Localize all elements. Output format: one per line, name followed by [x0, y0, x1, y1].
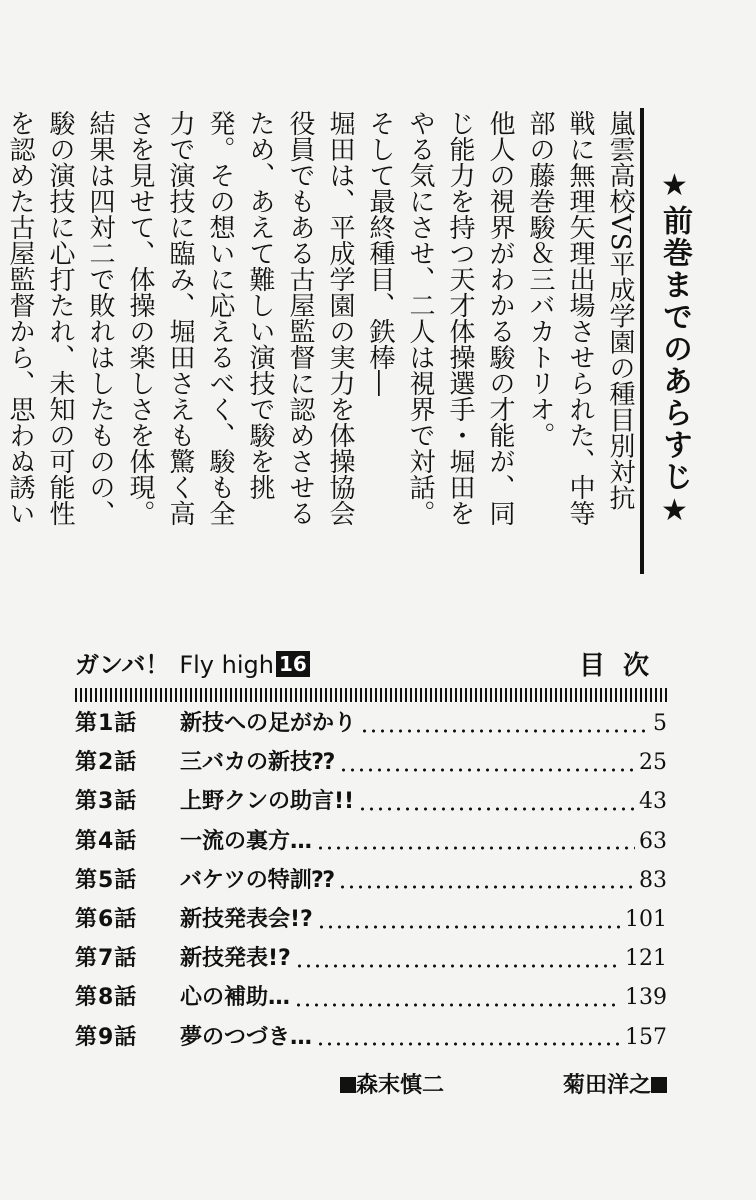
chapter-page: 121 [625, 946, 667, 972]
toc-row[interactable] [75, 706, 667, 745]
chapter-number: 第9話 [75, 1024, 138, 1050]
chapter-page: 5 [653, 711, 667, 736]
series-title-jp: ガンバ！ [75, 651, 170, 679]
chapter-number: 第7話 [75, 946, 138, 972]
toc-heading: 目次 [578, 651, 667, 681]
chapter-page: 25 [639, 750, 667, 776]
toc-row[interactable] [75, 980, 667, 1019]
dot-leader [295, 962, 621, 970]
chapter-page: 43 [639, 789, 667, 815]
dot-leader [338, 883, 635, 891]
synopsis-paragraph: 他人の視界がわかる駿の才能が、同じ能力を持つ天才体操選手・堀田をやる気にさせ、二人は視界で対話。 [405, 110, 515, 526]
chapter-title: 三バカの新技⁇ [180, 750, 335, 776]
chapter-page: 101 [625, 906, 667, 932]
synopsis-paragraph: 結果は四対二で敗れはしたものの、駿の演技に心打たれ、未知の可能性を認めた古屋監督から、思わぬ誘い [5, 110, 115, 526]
dot-leader [316, 844, 635, 852]
chapter-title: 夢のつづき… [180, 1024, 313, 1050]
chapter-number: 第4話 [75, 828, 138, 854]
series-title-en: Fly high [179, 651, 274, 679]
dot-leader [294, 1001, 621, 1009]
toc-row[interactable] [75, 824, 667, 863]
synopsis-title: ★前巻までのあらすじ★ [657, 168, 692, 530]
chapter-number: 第8話 [75, 985, 138, 1011]
chapter-title: 心の補助… [180, 985, 291, 1011]
chapter-number: 第6話 [75, 906, 138, 932]
toc-list [75, 706, 667, 1059]
volume-badge: 16 [276, 651, 310, 677]
chapter-page: 63 [639, 828, 667, 854]
toc-row[interactable] [75, 1020, 667, 1059]
synopsis-title-box [640, 108, 722, 574]
chapter-number: 第3話 [75, 789, 138, 815]
dot-leader [360, 727, 649, 735]
synopsis-paragraph: 堀田は、平成学園の実力を体操協会役員でもある古屋監督に認めさせるため、あえて難しい演技で駿を挑発。その想いに応えるべく、駿も全力で演技に臨み、堀田さえも驚く高さを見せて、体操の楽しさを体現。 [125, 110, 355, 526]
dot-leader [339, 766, 635, 774]
series-title [75, 645, 310, 680]
chapter-number: 第1話 [75, 711, 138, 736]
credit-author-1 [340, 1068, 444, 1099]
toc-header [75, 645, 667, 681]
chapter-title: 新技発表!? [180, 946, 291, 972]
author-1-name: 森末慎二 [356, 1073, 445, 1098]
toc-row[interactable] [75, 863, 667, 902]
toc-row[interactable] [75, 941, 667, 980]
dot-leader [317, 923, 621, 931]
toc-row[interactable] [75, 784, 667, 823]
synopsis-paragraph: そして最終種目、鉄棒― [365, 110, 395, 396]
credits [340, 1068, 667, 1099]
chapter-title: バケツの特訓⁇ [180, 867, 335, 893]
chapter-title: 新技への足がかり [180, 711, 357, 736]
toc-row[interactable] [75, 745, 667, 784]
toc-divider [75, 688, 667, 702]
square-bullet-icon [651, 1077, 667, 1093]
synopsis-text [5, 110, 640, 530]
dot-leader [358, 805, 635, 813]
toc-row[interactable] [75, 902, 667, 941]
chapter-number: 第5話 [75, 867, 138, 893]
chapter-page: 139 [625, 985, 667, 1011]
square-bullet-icon [340, 1077, 356, 1093]
synopsis-paragraph: 嵐雲高校VS平成学園の種目別対抗戦に無理矢理出場させられた、中等部の藤巻駿＆三バカトリオ。 [525, 110, 635, 526]
chapter-title: 新技発表会!? [180, 906, 313, 932]
author-2-name: 菊田洋之 [562, 1073, 651, 1098]
chapter-page: 83 [639, 867, 667, 893]
chapter-title: 上野クンの助言!! [180, 789, 355, 815]
chapter-number: 第2話 [75, 750, 138, 776]
chapter-title: 一流の裏方… [180, 828, 313, 854]
credit-author-2 [563, 1068, 667, 1099]
chapter-page: 157 [625, 1024, 667, 1050]
dot-leader [316, 1040, 621, 1048]
